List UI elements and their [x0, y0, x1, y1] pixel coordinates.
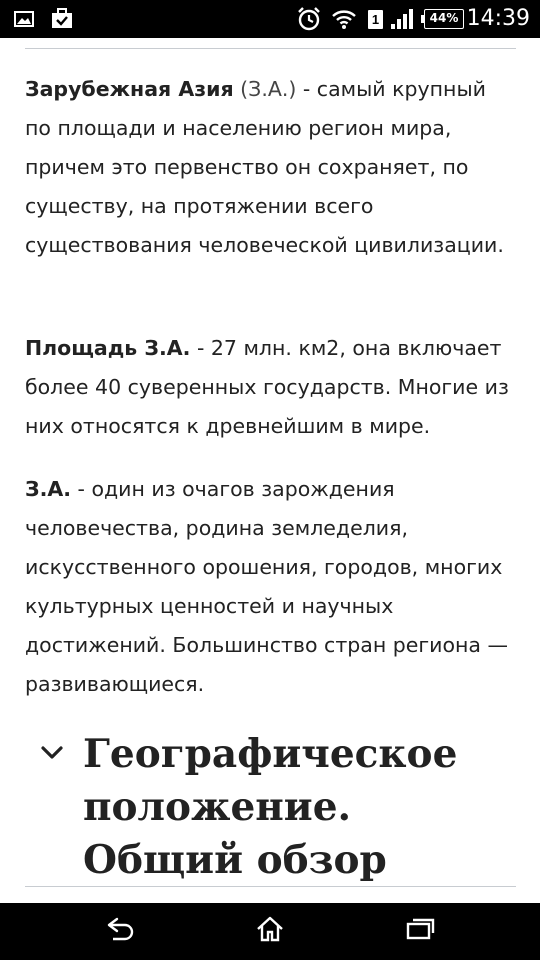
article-content[interactable]	[0, 38, 540, 903]
status-bar	[0, 0, 540, 38]
paragraph-history	[25, 470, 515, 704]
clock-time: 14:39	[466, 6, 530, 31]
term-bold: Зарубежная Азия	[25, 77, 234, 101]
recents-button[interactable]	[380, 903, 460, 960]
paragraph-text: - один из очагов зарождения человечества, родина земледелия, искусственного орошения, городов, многих культурных ценностей и научных достижений. Большинство стран региона — развивающиеся.	[25, 477, 508, 696]
wifi-icon	[330, 0, 358, 38]
home-icon	[255, 916, 285, 947]
paragraph-area	[25, 329, 515, 446]
navigation-bar	[0, 903, 540, 960]
section-divider	[25, 886, 516, 887]
back-icon	[105, 917, 135, 946]
briefcase-check-icon	[48, 0, 76, 38]
section-divider	[25, 48, 516, 49]
abbreviation: (З.А.)	[233, 77, 297, 101]
recents-icon	[405, 917, 435, 946]
paragraph-text: - самый крупный по площади и населению регион мира, причем это первенство он сохраняет, по существу, на протяжении всего существования человеческой цивилизации.	[25, 77, 504, 257]
back-button[interactable]	[80, 903, 160, 960]
sim-icon: 1	[368, 10, 383, 29]
term-bold: З.А.	[25, 477, 72, 501]
alarm-clock-icon	[294, 0, 324, 38]
chevron-down-icon[interactable]	[40, 744, 64, 762]
paragraph-text: - 27 млн. км2, она включает более 40 суверенных государств. Многие из них относятся к древнейшим в мире.	[25, 336, 509, 438]
paragraph-intro	[25, 70, 515, 265]
gallery-icon	[12, 0, 36, 38]
term-bold: Площадь З.А.	[25, 336, 191, 360]
home-button[interactable]	[230, 903, 310, 960]
signal-icon	[388, 0, 416, 38]
battery-percent: 44%	[424, 9, 464, 29]
section-heading[interactable]: Географическое положение. Общий обзор	[83, 731, 458, 883]
